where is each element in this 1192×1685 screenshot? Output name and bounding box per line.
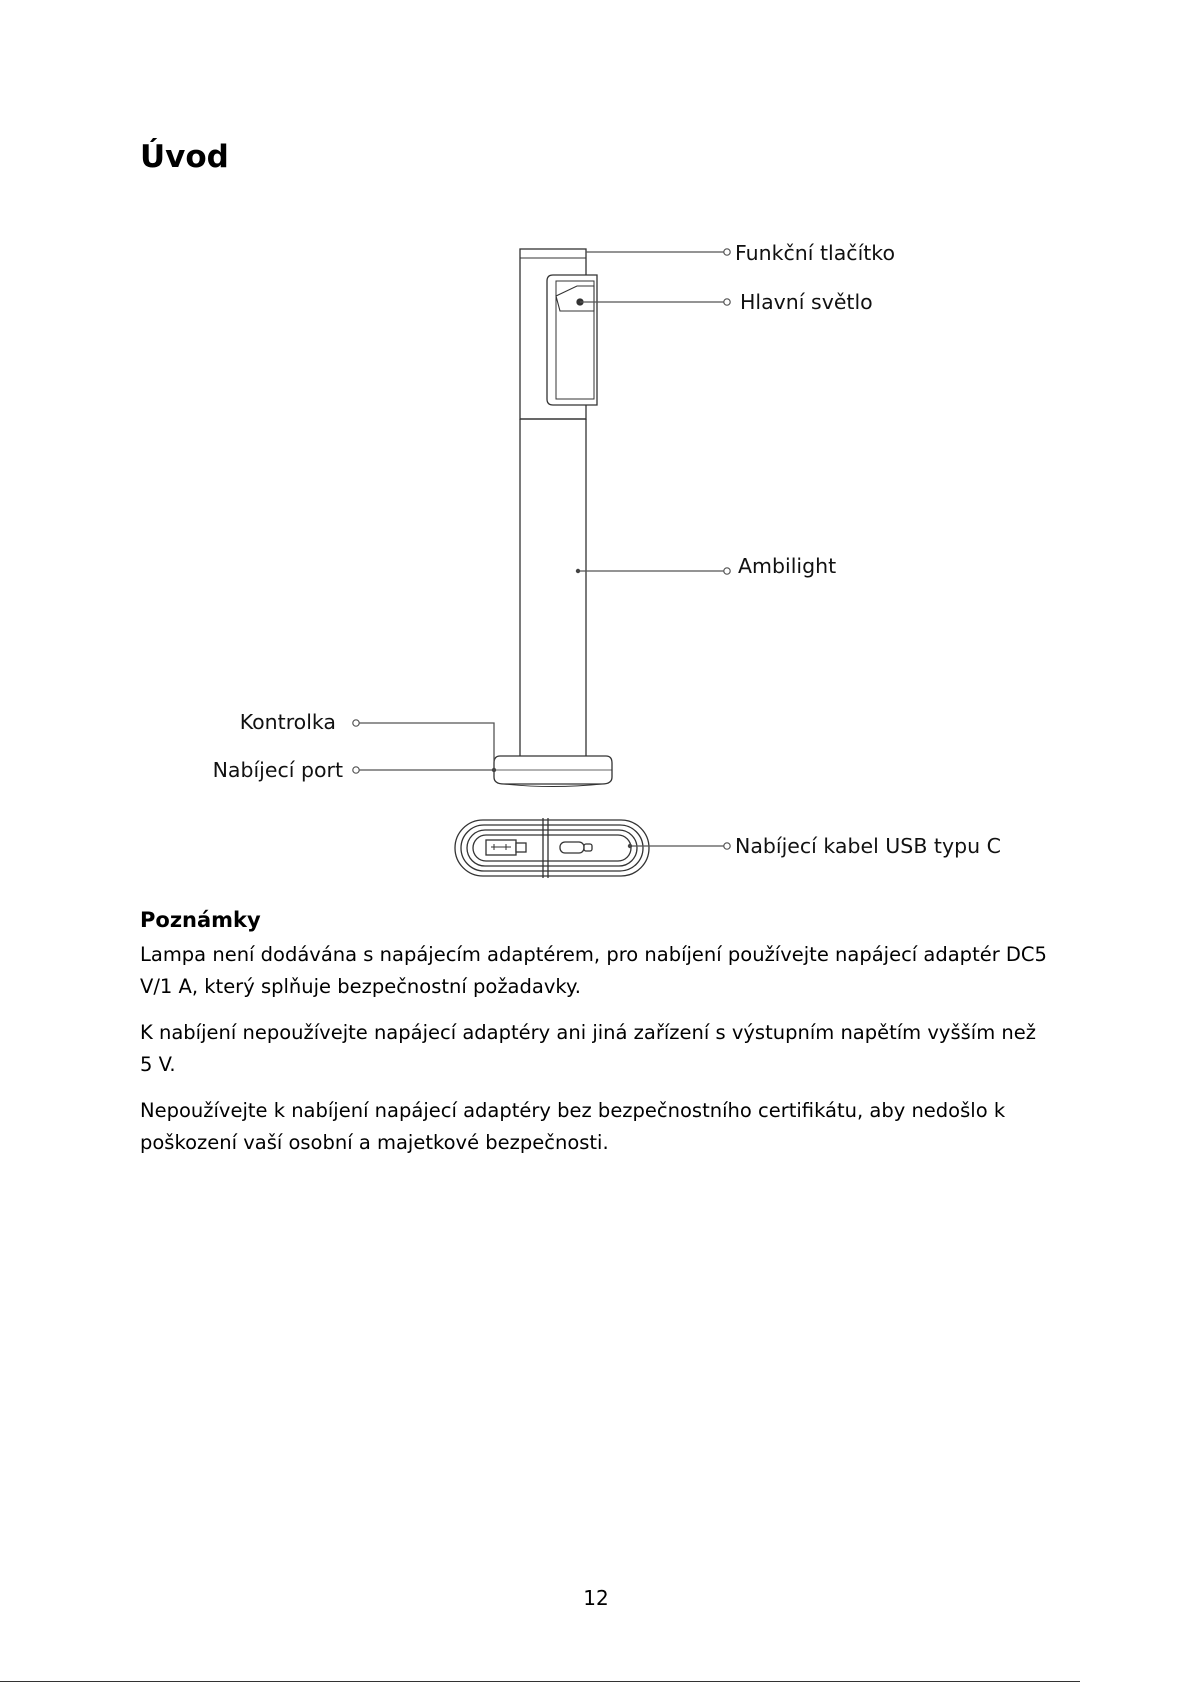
label-indicator: Kontrolka bbox=[239, 710, 336, 734]
label-function-button: Funkční tlačítko bbox=[735, 241, 895, 265]
note-paragraph: Lampa není dodávána s napájecím adaptérem, pro nabíjení používejte napájecí adaptér DC5 V/1 A, který splňuje bezpečnostní požadavky. bbox=[140, 943, 1047, 998]
footer-divider bbox=[0, 1681, 1080, 1682]
notes-heading: Poznámky bbox=[140, 908, 261, 932]
main-light-window bbox=[547, 275, 597, 405]
label-charging-port: Nabíjecí port bbox=[212, 758, 343, 782]
label-usb-cable: Nabíjecí kabel USB typu C bbox=[735, 834, 1001, 858]
page-title: Úvod bbox=[140, 139, 229, 175]
note-paragraph: Nepoužívejte k nabíjení napájecí adaptéry bez bezpečnostního certifikátu, aby nedošlo k poškození vaší osobní a majetkové bezpečnosti. bbox=[140, 1099, 1006, 1154]
label-main-light: Hlavní světlo bbox=[740, 290, 873, 314]
usb-cable-coil bbox=[455, 818, 649, 878]
callout-indicator bbox=[359, 723, 494, 770]
label-ambilight: Ambilight bbox=[738, 554, 837, 578]
page-number: 12 bbox=[583, 1586, 609, 1610]
note-paragraph: K nabíjení nepoužívejte napájecí adaptéry ani jiná zařízení s výstupním napětím vyšším než 5 V. bbox=[140, 1021, 1036, 1076]
